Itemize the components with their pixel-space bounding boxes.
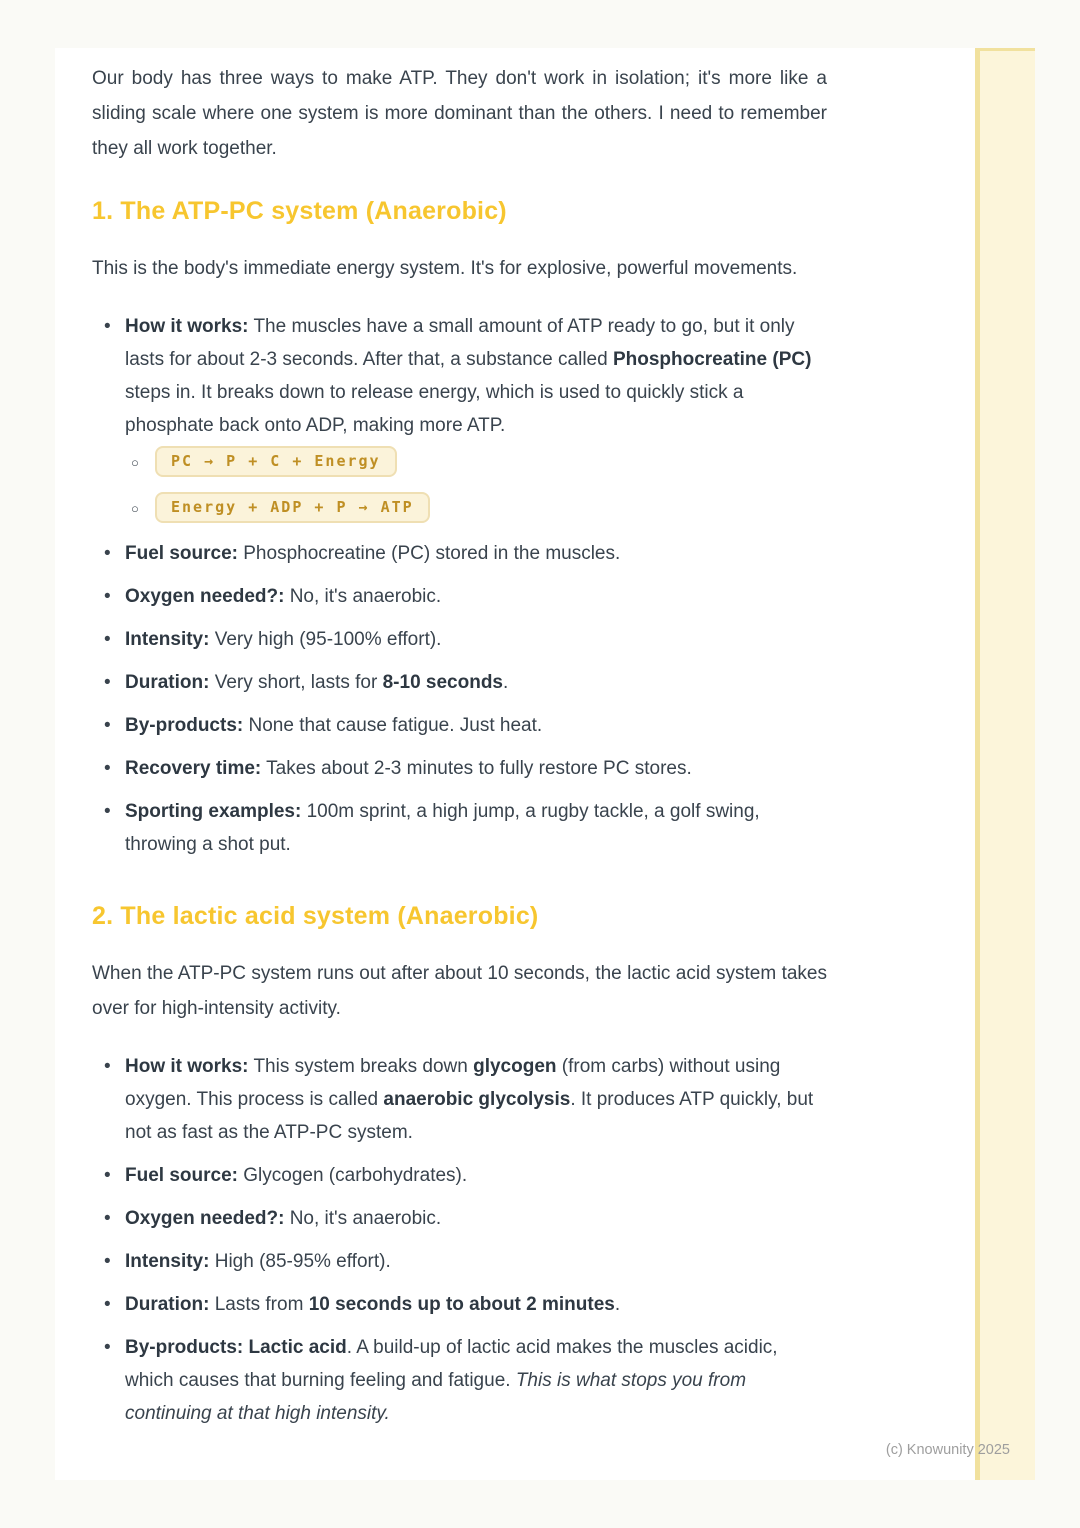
text-segment: Sporting examples:	[125, 801, 302, 822]
list-item	[92, 666, 827, 699]
text-segment: Very high (95-100% effort).	[209, 629, 442, 650]
text-segment: No, it's anaerobic.	[284, 586, 442, 607]
section-heading: 1. The ATP-PC system (Anaerobic)	[92, 197, 507, 225]
text-segment: Very short, lasts for	[209, 672, 383, 693]
sub-list-item	[125, 446, 827, 477]
list-item	[92, 1245, 827, 1278]
text-segment: . It produces ATP quickly, but not as fast as the ATP-PC system.	[125, 1089, 814, 1143]
sub-list-item	[125, 492, 827, 523]
list-item	[92, 580, 827, 613]
text-segment: steps in. It breaks down to release energy, which is used to quickly stick a phosphate back onto ADP, making more ATP.	[125, 382, 744, 436]
text-segment: How it works:	[125, 1056, 249, 1077]
text-segment: anaerobic glycolysis	[383, 1089, 571, 1110]
list-item	[92, 1202, 827, 1235]
section-heading: 2. The lactic acid system (Anaerobic)	[92, 902, 539, 930]
text-segment: This is the body's immediate energy system. It's for explosive, powerful movements.	[92, 258, 798, 279]
text-segment: 8-10 seconds	[382, 672, 504, 693]
paragraph	[92, 251, 827, 286]
text-segment: No, it's anaerobic.	[284, 1208, 442, 1229]
text-segment: 100m sprint, a high jump, a rugby tackle, a golf swing, throwing a shot put.	[125, 801, 760, 855]
text-segment: When the ATP-PC system runs out after about 10 seconds, the lactic acid system takes over for high-intensity activity.	[92, 963, 827, 1019]
text-segment: Fuel source:	[125, 543, 238, 564]
text-segment: By-products:	[125, 715, 244, 736]
text-segment: 10 seconds up to about 2 minutes	[308, 1294, 615, 1315]
text-segment: Duration:	[125, 672, 210, 693]
list-item	[92, 1050, 827, 1149]
text-segment: Our body has three ways to make ATP. They don't work in isolation; it's more like a sliding scale where one system is more dominant than the others. I need to remember they all work together.	[92, 68, 827, 159]
text-segment: . A build-up of lactic acid makes the muscles acidic, which causes that burning feeling and fatigue.	[125, 1337, 778, 1391]
text-segment: High (85-95% effort).	[209, 1251, 391, 1272]
text-segment: Duration:	[125, 1294, 210, 1315]
text-segment: Intensity:	[125, 629, 210, 650]
watermark: (c) Knowunity 2025	[885, 1442, 1010, 1458]
paragraph	[92, 956, 827, 1026]
text-segment: None that cause fatigue. Just heat.	[243, 715, 543, 736]
text-segment: Intensity:	[125, 1251, 210, 1272]
code-chip: PC → P + C + Energy	[155, 446, 397, 477]
note-card	[55, 48, 1035, 1480]
text-segment: Fuel source:	[125, 1165, 238, 1186]
sub-list	[125, 446, 827, 523]
text-segment: How it works:	[125, 316, 249, 337]
text-segment: Phosphocreatine (PC) stored in the muscles.	[237, 543, 621, 564]
text-segment: Oxygen needed?:	[125, 1208, 285, 1229]
side-strip	[975, 48, 1035, 1480]
text-segment: Glycogen (carbohydrates).	[237, 1165, 468, 1186]
text-segment: By-products: Lactic acid	[125, 1337, 347, 1358]
text-segment: Takes about 2-3 minutes to fully restore PC stores.	[261, 758, 692, 779]
list-item	[92, 795, 827, 861]
text-segment: This system breaks down	[248, 1056, 474, 1077]
list-item	[92, 310, 827, 523]
bullet-list	[92, 1050, 827, 1430]
code-chip: Energy + ADP + P → ATP	[155, 492, 430, 523]
paragraph	[92, 61, 827, 166]
text-segment: glycogen	[473, 1056, 557, 1077]
list-item	[92, 1288, 827, 1321]
note-content	[55, 48, 845, 1430]
list-item	[92, 752, 827, 785]
list-item	[92, 1159, 827, 1192]
list-item	[92, 537, 827, 570]
text-segment: Phosphocreatine (PC)	[612, 349, 812, 370]
text-segment: Lasts from	[209, 1294, 309, 1315]
list-item	[92, 623, 827, 656]
text-segment: (from carbs) without using oxygen. This process is called	[125, 1056, 781, 1110]
bullet-list	[92, 310, 827, 861]
text-segment: The muscles have a small amount of ATP ready to go, but it only lasts for about 2-3 seconds. After that, a substance called	[125, 316, 795, 370]
text-segment: Recovery time:	[125, 758, 262, 779]
text-segment: .	[614, 1294, 621, 1315]
text-segment: This is what stops you from continuing at that high intensity.	[125, 1370, 747, 1424]
text-segment: .	[503, 672, 509, 693]
text-segment: Oxygen needed?:	[125, 586, 285, 607]
list-item	[92, 1331, 827, 1430]
list-item	[92, 709, 827, 742]
